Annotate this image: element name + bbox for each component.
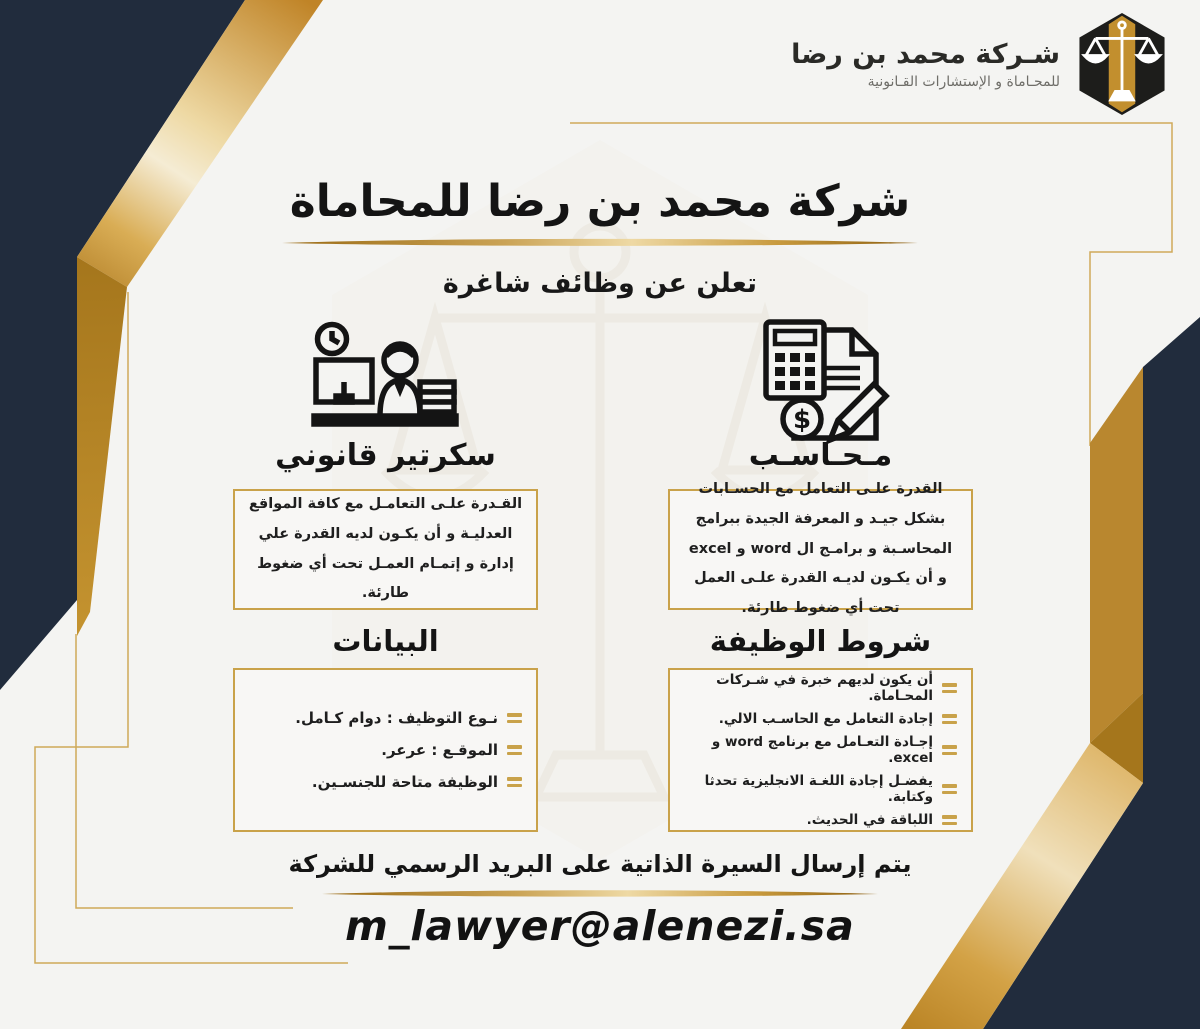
job-description-accountant: القدرة علـى التعامل مع الحسـابات بشكل جيـد و المعرفة الجيدة ببرامج المحاسـبة و برامـج ال word و excel و أن يكـون لديـه القدرة علـى العمل تحت أي ضغوط طارئة. — [668, 489, 973, 610]
job-title-accountant: مـحـاسـب — [748, 438, 893, 473]
detail-gender: الوظيفة متاحة للجنسـين. — [311, 773, 498, 791]
accountant-icon — [760, 316, 900, 448]
gold-dash-icon — [942, 683, 957, 693]
gold-dash-icon — [942, 745, 957, 755]
list-item — [249, 709, 522, 727]
detail-employment-type: نـوع التوظيف : دوام كـامل. — [295, 709, 498, 727]
page-subtitle: تعلن عن وظائف شاغرة — [442, 268, 758, 299]
gold-dash-icon — [507, 777, 522, 787]
requirement-computer: إجادة التعامل مع الحاسـب الالي. — [718, 711, 933, 727]
page-title: شركة محمد بن رضا للمحاماة — [289, 176, 911, 227]
svg-text:$: $ — [792, 405, 812, 435]
gold-dash-icon — [942, 714, 957, 724]
requirements-heading: شروط الوظيفة — [709, 624, 932, 658]
requirement-english: يفضـل إجادة اللغـة الانجليزية تحدثا وكتابة. — [704, 773, 933, 805]
email-link[interactable]: m_lawyer@alenezi.sa — [345, 902, 855, 950]
requirement-word-excel: إجـادة التعـامل مع برنامج word و excel. — [711, 734, 933, 766]
legal-secretary-icon — [308, 320, 460, 442]
requirement-eloquence: اللباقة في الحديث. — [806, 812, 933, 828]
requirements-list — [668, 668, 973, 832]
gold-dash-icon — [942, 784, 957, 794]
gold-divider — [280, 236, 920, 250]
list-item — [249, 741, 522, 759]
brand-tagline: للمحـاماة و الإستشارات القـانونية — [867, 73, 1060, 90]
detail-location: الموقـع : عرعر. — [381, 741, 498, 759]
job-title-secretary: سكرتير قانوني — [275, 438, 496, 473]
gold-dash-icon — [507, 713, 522, 723]
details-list — [233, 668, 538, 832]
job-description-secretary: القـدرة علـى التعامـل مع كافة المواقع العدليـة و أن يكـون لديه القدرة علي إدارة و إتمـام العمـل تحت أي ضغوط طارئة. — [233, 489, 538, 610]
contact-email — [0, 902, 1200, 950]
gold-dash-icon — [942, 815, 957, 825]
list-item — [684, 672, 957, 704]
list-item — [684, 812, 957, 828]
list-item — [684, 734, 957, 766]
cv-instruction: يتم إرسال السيرة الذاتية على البريد الرسمي للشركة — [288, 850, 912, 878]
brand-name: شـركة محمد بن رضا — [791, 39, 1060, 71]
list-item — [249, 773, 522, 791]
details-heading: البيانات — [332, 624, 439, 658]
list-item — [684, 773, 957, 805]
requirement-experience: أن يكون لديهم خبرة في شـركات المحـاماة. — [716, 672, 933, 704]
brand-block — [791, 12, 1170, 116]
scales-logo-icon — [1074, 12, 1170, 116]
list-item — [684, 711, 957, 727]
gold-dash-icon — [507, 745, 522, 755]
gold-divider — [320, 888, 880, 900]
